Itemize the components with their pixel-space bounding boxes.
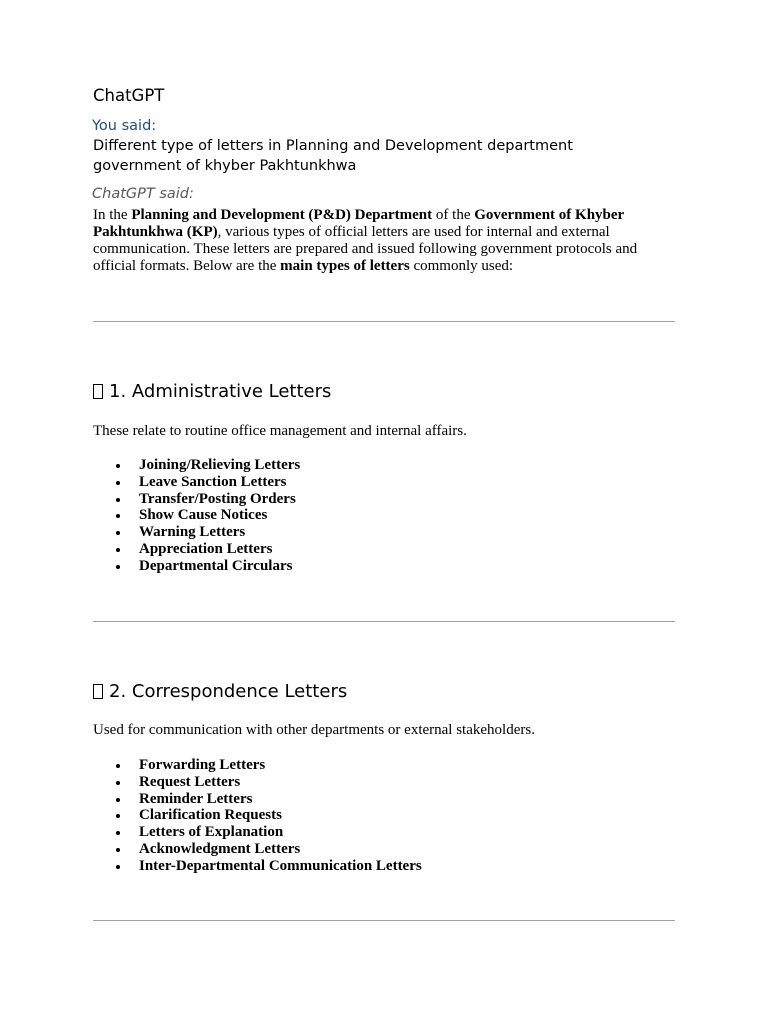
list-item: Inter-Departmental Communication Letters bbox=[139, 857, 422, 874]
intro-bold-main-types: main types of letters bbox=[280, 258, 410, 274]
correspondence-letters-list bbox=[93, 757, 422, 875]
app-title: ChatGPT bbox=[93, 86, 165, 105]
list-item: Forwarding Letters bbox=[139, 757, 422, 774]
intro-text-2: of the bbox=[432, 207, 475, 223]
intro-paragraph bbox=[93, 207, 675, 275]
section-heading-correspondence bbox=[93, 681, 347, 702]
list-item: Appreciation Letters bbox=[139, 541, 300, 558]
section-heading-text: 1. Administrative Letters bbox=[109, 381, 332, 402]
section-divider bbox=[93, 920, 675, 921]
intro-bold-department: Planning and Development (P&D) Department bbox=[131, 207, 433, 223]
list-item: Departmental Circulars bbox=[139, 558, 300, 575]
section-heading-text: 2. Correspondence Letters bbox=[109, 681, 348, 702]
list-item: Warning Letters bbox=[139, 524, 300, 541]
list-item: Joining/Relieving Letters bbox=[139, 457, 301, 473]
missing-glyph-icon bbox=[93, 684, 103, 699]
list-item: Show Cause Notices bbox=[139, 507, 300, 524]
list-item: Request Letters bbox=[139, 774, 422, 791]
user-message: Different type of letters in Planning and Development department government of khyber Pakhtunkhwa bbox=[93, 138, 573, 174]
administrative-letters-list bbox=[93, 457, 300, 575]
intro-bold-government: Government of Khyber Pakhtunkhwa (KP) bbox=[93, 207, 624, 240]
list-item: Letters of Explanation bbox=[139, 824, 422, 841]
list-item: Reminder Letters bbox=[139, 791, 422, 808]
intro-text-4: commonly used: bbox=[409, 258, 514, 274]
intro-text-1: In the bbox=[93, 207, 132, 223]
section-divider bbox=[93, 321, 675, 322]
section-description: These relate to routine office management and internal affairs. bbox=[93, 423, 467, 439]
list-item: Clarification Requests bbox=[139, 807, 422, 824]
you-said-label: You said: bbox=[92, 118, 157, 134]
intro-text-3: , various types of official letters are used for internal and external communication. These letters are prepared and issued following government protocols and official formats. Below are the bbox=[93, 224, 638, 274]
missing-glyph-icon bbox=[93, 384, 103, 399]
list-item: Acknowledgment Letters bbox=[139, 841, 422, 858]
chatgpt-said-label: ChatGPT said: bbox=[92, 186, 194, 202]
section-divider bbox=[93, 621, 675, 622]
list-item: Transfer/Posting Orders bbox=[139, 491, 300, 508]
section-description: Used for communication with other departments or external stakeholders. bbox=[93, 722, 535, 738]
list-item: Leave Sanction Letters bbox=[139, 474, 300, 491]
section-heading-administrative bbox=[93, 381, 331, 402]
